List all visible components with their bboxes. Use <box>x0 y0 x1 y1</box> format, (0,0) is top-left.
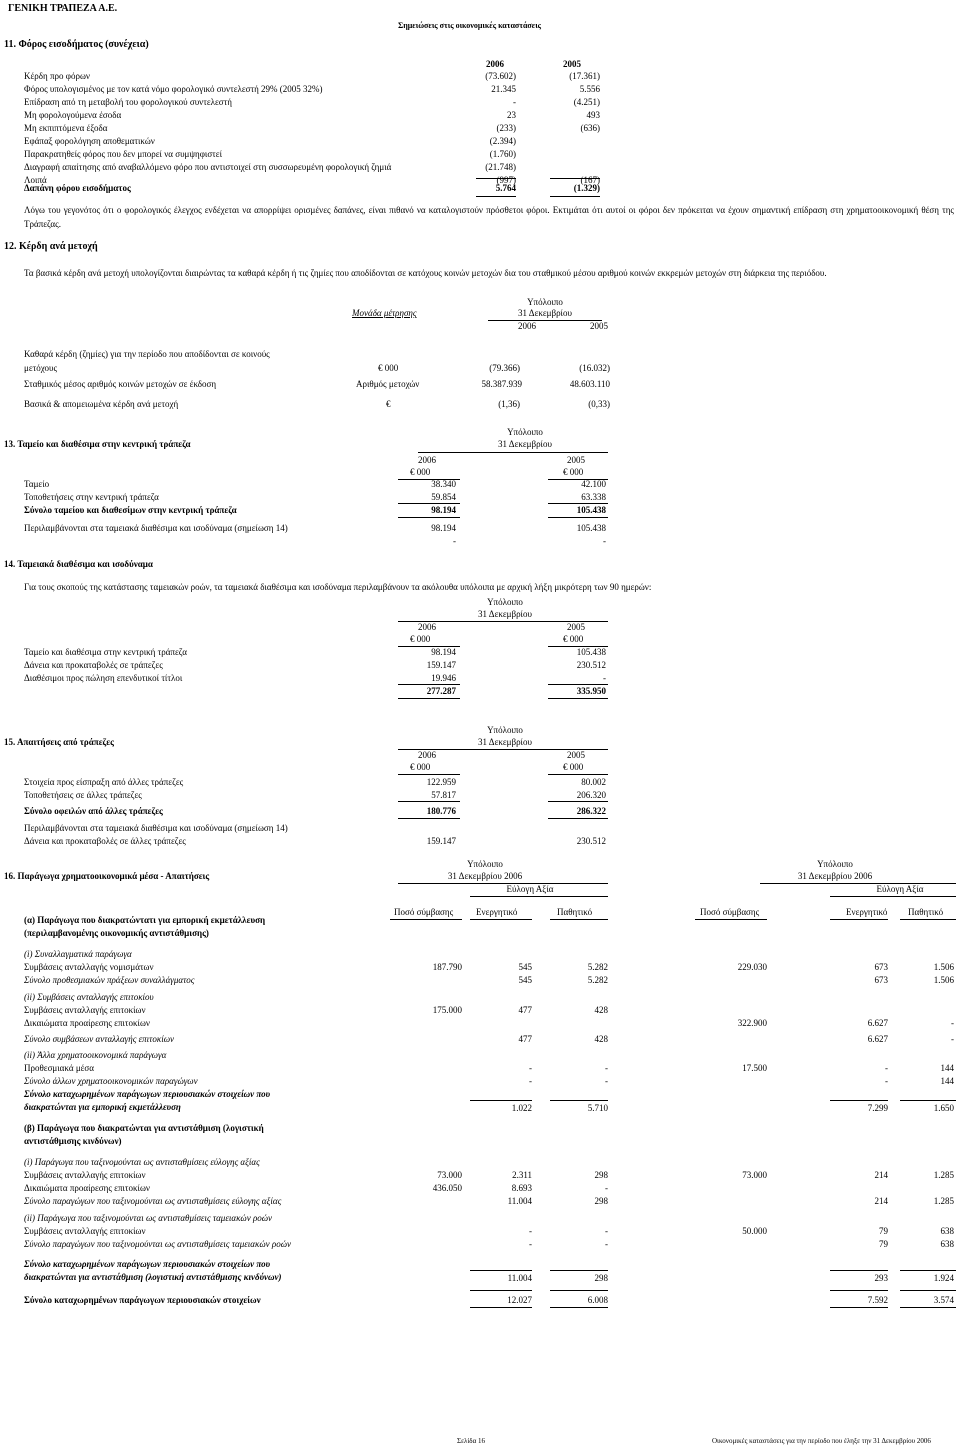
s16-row-liabs-right: 1.506 <box>933 962 954 972</box>
s16-row-assets-left: 2.311 <box>512 1170 532 1180</box>
s16-row-label: (i) Παράγωγα που ταξινομούνται ως αντισταθμίσεις εύλογης αξίας <box>24 1157 260 1167</box>
s16-row-assets-left: 545 <box>518 962 532 972</box>
s11-row-label: Παρακρατηθείς φόρος που δεν μπορεί να συμψηφιστεί <box>24 149 223 159</box>
s16-row-liabs-left: 5.282 <box>587 962 608 972</box>
s16-subtotal-b-liabs-right: 1.924 <box>933 1273 954 1283</box>
s16-row-notional-left: 187.790 <box>432 962 462 972</box>
section-16-title: 16. Παράγωγα χρηματοοικονομικά μέσα - Απαιτήσεις <box>4 871 210 881</box>
s12-row3-2005: (0,33) <box>588 399 610 409</box>
s16-row-assets-right: 673 <box>874 962 888 972</box>
s16-row-liabs-right: 638 <box>940 1226 954 1236</box>
s13-balance: Υπόλοιπο <box>507 427 543 437</box>
s11-row-label: Λοιπά <box>24 175 47 185</box>
section-15-title: 15. Απαιτήσεις από τράπεζες <box>4 737 114 747</box>
s12-year-2006: 2006 <box>518 321 536 331</box>
s16-row-label: Σύνολο συμβάσεων ανταλλαγής επιτοκίων <box>24 1034 175 1044</box>
s14-year-2005: 2005 <box>567 622 585 632</box>
s16-row-assets-left: 11.004 <box>507 1196 532 1206</box>
s16-row-label: (ii) Συμβάσεις ανταλλαγής επιτοκίου <box>24 992 154 1002</box>
s13-included-label: Περιλαμβάνονται στα ταμειακά διαθέσιμα και ισοδύναμα (σημείωση 14) <box>24 523 288 533</box>
s16-subtotal-a-assets-left: 1.022 <box>511 1103 532 1113</box>
s12-year-2005: 2005 <box>590 321 608 331</box>
s16-balance-2005: Υπόλοιπο <box>817 859 853 869</box>
section-14-title: 14. Ταμειακά διαθέσιμα και ισοδύναμα <box>4 559 153 569</box>
s14-row-2-2006: 159.147 <box>426 660 456 670</box>
s16-row-assets-left: 8.693 <box>511 1183 532 1193</box>
s11-row-2005: 493 <box>586 110 600 120</box>
s13-row-1-2005: 42.100 <box>581 479 606 489</box>
s16-assets-right: Ενεργητικό <box>846 907 888 917</box>
s16-row-liabs-right: - <box>951 1018 954 1028</box>
s12-row3-unit: € <box>386 399 391 409</box>
s16-subtotal-a-assets-right: 7.299 <box>867 1103 888 1113</box>
s12-row1-unit: € 000 <box>378 363 399 373</box>
s11-row-2006: (1.760) <box>489 149 516 159</box>
s11-row-2006: 21.345 <box>491 84 516 94</box>
s15-row-3-2005: 230.512 <box>576 836 606 846</box>
s16-fair-value-right: Εύλογη Αξία <box>876 884 924 894</box>
s16-subtotal-a-liabs-right: 1.650 <box>933 1103 954 1113</box>
s14-row-2-2005: 230.512 <box>576 660 606 670</box>
s16-row-label: (περιλαμβανομένης οικονομικής αντιστάθμισης) <box>24 928 209 938</box>
s12-row1-label-b: μετόχους <box>24 363 58 373</box>
s16-row-assets-right: 673 <box>874 975 888 985</box>
s12-row2-unit: Αριθμός μετοχών <box>356 379 420 389</box>
s16-date-right: 31 Δεκεμβρίου 2006 <box>797 871 873 881</box>
s11-total-2005: (1.329) <box>573 183 600 193</box>
s16-row-assets-right: - <box>885 1076 888 1086</box>
s16-row-assets-right: 214 <box>874 1196 888 1206</box>
s16-row-notional-right: 73.000 <box>742 1170 767 1180</box>
s16-row-liabs-left: - <box>605 1239 608 1249</box>
s13-row-2-2005: 63.338 <box>581 492 606 502</box>
s11-year-2005: 2005 <box>563 59 581 69</box>
s16-row-label: (ii) Παράγωγα που ταξινομούνται ως αντισταθμίσεις ταμειακών ροών <box>24 1213 273 1223</box>
s15-row-3-label: Δάνεια και προκαταβολές σε άλλες τράπεζες <box>24 836 186 846</box>
s15-row-2-2005: 206.320 <box>576 790 606 800</box>
s16-section-b-title-1: (β) Παράγωγα που διακρατώνται για αντιστάθμιση (λογιστική <box>24 1123 264 1133</box>
s14-row-1-2005: 105.438 <box>576 647 606 657</box>
s16-row-assets-left: - <box>529 1239 532 1249</box>
s12-row3-2006: (1,36) <box>498 399 520 409</box>
s15-total-2005: 286.322 <box>576 806 606 816</box>
s16-row-liabs-left: 5.282 <box>587 975 608 985</box>
s16-row-liabs-right: 1.285 <box>933 1196 954 1206</box>
section-11-title: 11. Φόρος εισοδήματος (συνέχεια) <box>4 39 149 50</box>
s16-subtotal-a-liabs-left: 5.710 <box>587 1103 608 1113</box>
page-number: Σελίδα 16 <box>457 1437 486 1445</box>
s14-row-1-2006: 98.194 <box>431 647 456 657</box>
s16-row-label: Προθεσμιακά μέσα <box>24 1063 94 1073</box>
s14-currency-2005: € 000 <box>563 634 584 644</box>
s11-row-label: Εφάπαξ φορολόγηση αποθεματικών <box>24 136 155 146</box>
s12-balance: Υπόλοιπο <box>527 297 563 307</box>
s15-total-label: Σύνολο οφειλών από άλλες τράπεζες <box>24 806 163 816</box>
s16-row-label: Δικαιώματα προαίρεσης επιτοκίων <box>24 1183 150 1193</box>
s16-row-notional-right: 229.030 <box>737 962 767 972</box>
s16-notional-right: Ποσό σύμβασης <box>700 907 760 917</box>
s14-total-2005: 335.950 <box>576 686 606 696</box>
s16-row-liabs-left: 428 <box>594 1005 608 1015</box>
document-subtitle: Σημειώσεις στις οικονομικές καταστάσεις <box>398 21 542 30</box>
s16-row-label: Συμβάσεις ανταλλαγής επιτοκίων <box>24 1170 146 1180</box>
s11-row-2005: (167) <box>580 175 600 185</box>
s15-total-2006: 180.776 <box>426 806 456 816</box>
s14-row-2-label: Δάνεια και προκαταβολές σε τράπεζες <box>24 660 163 670</box>
s11-row-label: Κέρδη προ φόρων <box>24 71 90 81</box>
section-13-title: 13. Ταμείο και διαθέσιμα στην κεντρική τράπεζα <box>4 439 191 449</box>
s16-row-notional-left: 175.000 <box>432 1005 462 1015</box>
s14-balance: Υπόλοιπο <box>487 597 523 607</box>
s16-row-liabs-right: - <box>951 1034 954 1044</box>
s12-paragraph: Τα βασικά κέρδη ανά μετοχή υπολογίζονται διαιρώντας τα καθαρά κέρδη ή τις ζημίες που αποδίδονται σε κατόχους κοινών μετοχών δια του σταθμικού μέσου αριθμού κοινών εκκρεμών μετοχών στη διάρκεια της περιόδου. <box>24 268 827 278</box>
s14-total-2006: 277.287 <box>426 686 456 696</box>
s16-grand-liabs-left: 6.008 <box>587 1295 608 1305</box>
s11-row-2006: - <box>513 97 516 107</box>
s16-row-notional-right: 17.500 <box>742 1063 767 1073</box>
s16-grand-total-label: Σύνολο καταχωρημένων παράγωγων περιουσιακών στοιχείων <box>24 1295 261 1305</box>
s15-year-2006: 2006 <box>418 750 436 760</box>
s14-row-3-label: Διαθέσιμοι προς πώληση επενδυτικοί τίτλοι <box>24 673 183 683</box>
s14-row-3-2006: 19.946 <box>431 673 456 683</box>
s16-row-liabs-right: 638 <box>940 1239 954 1249</box>
s15-row-1-2006: 122.959 <box>426 777 456 787</box>
s13-included-2006: 98.194 <box>431 523 456 533</box>
s16-grand-liabs-right: 3.574 <box>933 1295 954 1305</box>
s15-row-1-2005: 80.002 <box>581 777 606 787</box>
s16-row-assets-right: - <box>885 1063 888 1073</box>
s12-row2-2005: 48.603.110 <box>569 379 610 389</box>
s12-row1-2006: (79.366) <box>489 363 520 373</box>
s13-row-2-2006: 59.854 <box>431 492 456 502</box>
s16-row-liabs-left: - <box>605 1226 608 1236</box>
s16-row-liabs-left: - <box>605 1183 608 1193</box>
s11-row-label: Διαγραφή απαίτησης από αναβαλλόμενο φόρο που αντιστοιχεί στη συσσωρευμένη φορολογική ζημιά <box>24 162 392 172</box>
s16-row-assets-left: - <box>529 1063 532 1073</box>
s16-notional-left: Ποσό σύμβασης <box>394 907 454 917</box>
s12-date: 31 Δεκεμβρίου <box>518 308 572 318</box>
s11-row-2005: (17.361) <box>569 71 600 81</box>
s13-year-2005: 2005 <box>567 455 585 465</box>
s16-subtotal-b-assets-right: 293 <box>874 1273 888 1283</box>
s11-row-label: Μη φορολογούμενα έσοδα <box>24 110 122 120</box>
s16-row-label: (ii) Άλλα χρηματοοικονομικά παράγωγα <box>24 1050 167 1060</box>
s16-subtotal-b-label-2: διακρατώνται για αντιστάθμιση (λογιστική αντιστάθμισης κινδύνων) <box>24 1272 282 1282</box>
s13-dash-2005: - <box>603 536 606 546</box>
s15-year-2005: 2005 <box>567 750 585 760</box>
s14-currency-2006: € 000 <box>410 634 431 644</box>
s16-row-assets-left: 477 <box>518 1005 532 1015</box>
s12-row3-label: Βασικά & απομειωμένα κέρδη ανά μετοχή <box>24 399 179 409</box>
s16-row-label: Συμβάσεις ανταλλαγής επιτοκίων <box>24 1005 146 1015</box>
s15-included-label: Περιλαμβάνονται στα ταμειακά διαθέσιμα και ισοδύναμα (σημείωση 14) <box>24 823 288 833</box>
s13-total-label: Σύνολο ταμείου και διαθεσίμων στην κεντρική τράπεζα <box>24 505 237 515</box>
s16-row-label: Συμβάσεις ανταλλαγής νομισμάτων <box>24 962 154 972</box>
s11-row-2006: (2.394) <box>489 136 516 146</box>
s14-date: 31 Δεκεμβρίου <box>478 609 532 619</box>
s15-currency-2006: € 000 <box>410 762 431 772</box>
s16-row-label: Σύνολο παραγώγων που ταξινομούνται ως αντισταθμίσεις ταμειακών ροών <box>24 1239 291 1249</box>
s16-row-assets-left: - <box>529 1226 532 1236</box>
s12-row1-label-a: Καθαρά κέρδη (ζημίες) για την περίοδο που αποδίδονται σε κοινούς <box>24 349 270 359</box>
s11-row-label: Μη εκπιπτόμενα έξοδα <box>24 123 108 133</box>
s16-row-label: (i) Συναλλαγματικά παράγωγα <box>24 949 132 959</box>
s16-row-assets-right: 79 <box>879 1239 888 1249</box>
s11-year-2006: 2006 <box>486 59 504 69</box>
s16-row-assets-left: 477 <box>518 1034 532 1044</box>
s16-subtotal-b-liabs-left: 298 <box>594 1273 608 1283</box>
s16-row-liabs-right: 144 <box>940 1076 954 1086</box>
s16-date-left: 31 Δεκεμβρίου 2006 <box>447 871 523 881</box>
s13-row-2-label: Τοποθετήσεις στην κεντρική τράπεζα <box>24 492 159 502</box>
s16-row-label: Συμβάσεις ανταλλαγής επιτοκίων <box>24 1226 146 1236</box>
s16-row-label: (α) Παράγωγα που διακρατώντατι για εμπορική εκμετάλλευση <box>24 915 266 925</box>
s16-row-notional-left: 73.000 <box>437 1170 462 1180</box>
s16-row-label: Σύνολο παραγώγων που ταξινομούνται ως αντισταθμίσεις εύλογης αξίας <box>24 1196 282 1206</box>
s16-liabilities-left: Παθητικό <box>557 907 593 917</box>
s16-assets-left: Ενεργητικό <box>476 907 518 917</box>
s11-row-label: Φόρος υπολογισμένος με τον κατά νόμο φορολογικό συντελεστή 29% (2005 32%) <box>24 84 323 94</box>
s16-row-liabs-right: 1.506 <box>933 975 954 985</box>
s11-paragraph: Λόγω του γεγονότος ότι ο φορολογικός έλεγχος ενδέχεται να απορρίψει ορισμένες δαπάνες, είναι πιθανό να καταλογιστούν πρόσθετοι φόροι. Εκτιμάται ότι αυτοί οι φόροι δεν πρόκειται να έχουν σημαντική επίδραση στη χρηματοοικονομική θέση της Τράπεζας. <box>24 205 954 229</box>
s16-row-liabs-left: 298 <box>594 1170 608 1180</box>
s11-row-label: Επίδραση από τη μεταβολή του φορολογικού συντελεστή <box>24 97 232 107</box>
s13-row-1-label: Ταμείο <box>24 479 50 489</box>
s11-row-2005: 5.556 <box>579 84 600 94</box>
s16-row-assets-right: 6.627 <box>867 1034 888 1044</box>
s16-balance-2006: Υπόλοιπο <box>467 859 503 869</box>
s16-subtotal-b-label-1: Σύνολο καταχωρημένων παράγωγων περιουσιακών στοιχείων που <box>24 1259 271 1269</box>
section-12-title: 12. Κέρδη ανά μετοχή <box>4 241 98 252</box>
s16-section-b-title-2: αντιστάθμισης κινδύνων) <box>24 1136 122 1146</box>
s12-row1-2005: (16.032) <box>579 363 610 373</box>
s16-row-assets-right: 6.627 <box>867 1018 888 1028</box>
s14-row-3-2005: - <box>603 673 606 683</box>
s11-row-2006: (21.748) <box>485 162 516 172</box>
s11-row-2006: (73.602) <box>485 71 516 81</box>
s11-total-label: Δαπάνη φόρου εισοδήματος <box>24 183 131 193</box>
s16-row-liabs-left: - <box>605 1076 608 1086</box>
s16-row-assets-left: - <box>529 1076 532 1086</box>
s16-subtotal-a-label-1: Σύνολο καταχωρημένων παράγωγων περιουσιακών στοιχείων που <box>24 1089 271 1099</box>
s16-subtotal-a-label-2: διακρατώνται για εμπορική εκμετάλλευση <box>24 1102 181 1112</box>
s15-row-1-label: Στοιχεία προς είσπραξη από άλλες τράπεζες <box>24 777 184 787</box>
s14-paragraph: Για τους σκοπούς της κατάστασης ταμειακών ροών, τα ταμειακά διαθέσιμα και ισοδύναμα περιλαμβάνουν τα ακόλουθα υπόλοιπα με αρχική λήξη μικρότερη των 90 ημερών: <box>24 582 652 592</box>
s16-row-liabs-right: 144 <box>940 1063 954 1073</box>
s11-total-2006: 5.764 <box>495 183 516 193</box>
s16-row-liabs-left: 428 <box>594 1034 608 1044</box>
s16-grand-assets-right: 7.592 <box>867 1295 888 1305</box>
s16-row-notional-left: 436.050 <box>432 1183 462 1193</box>
s13-dash-2006: - <box>453 536 456 546</box>
s12-row2-label: Σταθμικός μέσος αριθμός κοινών μετοχών σε έκδοση <box>24 379 217 389</box>
s16-row-liabs-left: - <box>605 1063 608 1073</box>
s15-row-3-2006: 159.147 <box>426 836 456 846</box>
s11-row-2006: 23 <box>507 110 516 120</box>
s16-grand-assets-left: 12.027 <box>507 1295 532 1305</box>
s11-row-2006: (997) <box>496 175 516 185</box>
s13-total-2005: 105.438 <box>576 505 606 515</box>
s13-date: 31 Δεκεμβρίου <box>498 439 552 449</box>
s15-row-2-label: Τοποθετήσεις σε άλλες τράπεζες <box>24 790 142 800</box>
s12-unit-label: Μονάδα μέτρησης <box>352 308 417 318</box>
s16-row-assets-left: 545 <box>518 975 532 985</box>
s16-row-liabs-right: 1.285 <box>933 1170 954 1180</box>
s16-liabilities-right: Παθητικό <box>908 907 944 917</box>
s16-row-label: Σύνολο άλλων χρηματοοικονομικών παραγώγων <box>24 1076 198 1086</box>
s13-row-1-2006: 38.340 <box>431 479 456 489</box>
s16-fair-value-left: Εύλογη Αξία <box>506 884 554 894</box>
s13-included-2005: 105.438 <box>576 523 606 533</box>
s13-total-2006: 98.194 <box>431 505 456 515</box>
s14-year-2006: 2006 <box>418 622 436 632</box>
bank-name: ΓΕΝΙΚΗ ΤΡΑΠΕΖΑ Α.Ε. <box>8 3 118 14</box>
s16-subtotal-b-assets-left: 11.004 <box>507 1273 532 1283</box>
s15-currency-2005: € 000 <box>563 762 584 772</box>
s11-row-2006: (233) <box>496 123 516 133</box>
s16-row-notional-right: 50.000 <box>742 1226 767 1236</box>
s15-date: 31 Δεκεμβρίου <box>478 737 532 747</box>
s16-row-assets-right: 214 <box>874 1170 888 1180</box>
s15-row-2-2006: 57.817 <box>431 790 456 800</box>
s11-row-2005: (4.251) <box>573 97 600 107</box>
s16-row-label: Δικαιώματα προαίρεσης επιτοκίων <box>24 1018 150 1028</box>
s16-row-notional-right: 322.900 <box>737 1018 767 1028</box>
s16-row-label: Σύνολο προθεσμιακών πράξεων συναλλάγματος <box>24 975 195 985</box>
s15-balance: Υπόλοιπο <box>487 725 523 735</box>
footer-document-title: Οικονομικές καταστάσεις για την περίοδο που έληξε την 31 Δεκεμβρίου 2006 <box>712 1437 931 1445</box>
s13-year-2006: 2006 <box>418 455 436 465</box>
s11-row-2005: (636) <box>580 123 600 133</box>
s14-row-1-label: Ταμείο και διαθέσιμα στην κεντρική τράπεζα <box>24 647 187 657</box>
s12-row2-2006: 58.387.939 <box>481 379 522 389</box>
s16-row-assets-right: 79 <box>879 1226 888 1236</box>
s13-currency-2006: € 000 <box>410 467 431 477</box>
s16-row-liabs-left: 298 <box>594 1196 608 1206</box>
s13-currency-2005: € 000 <box>563 467 584 477</box>
